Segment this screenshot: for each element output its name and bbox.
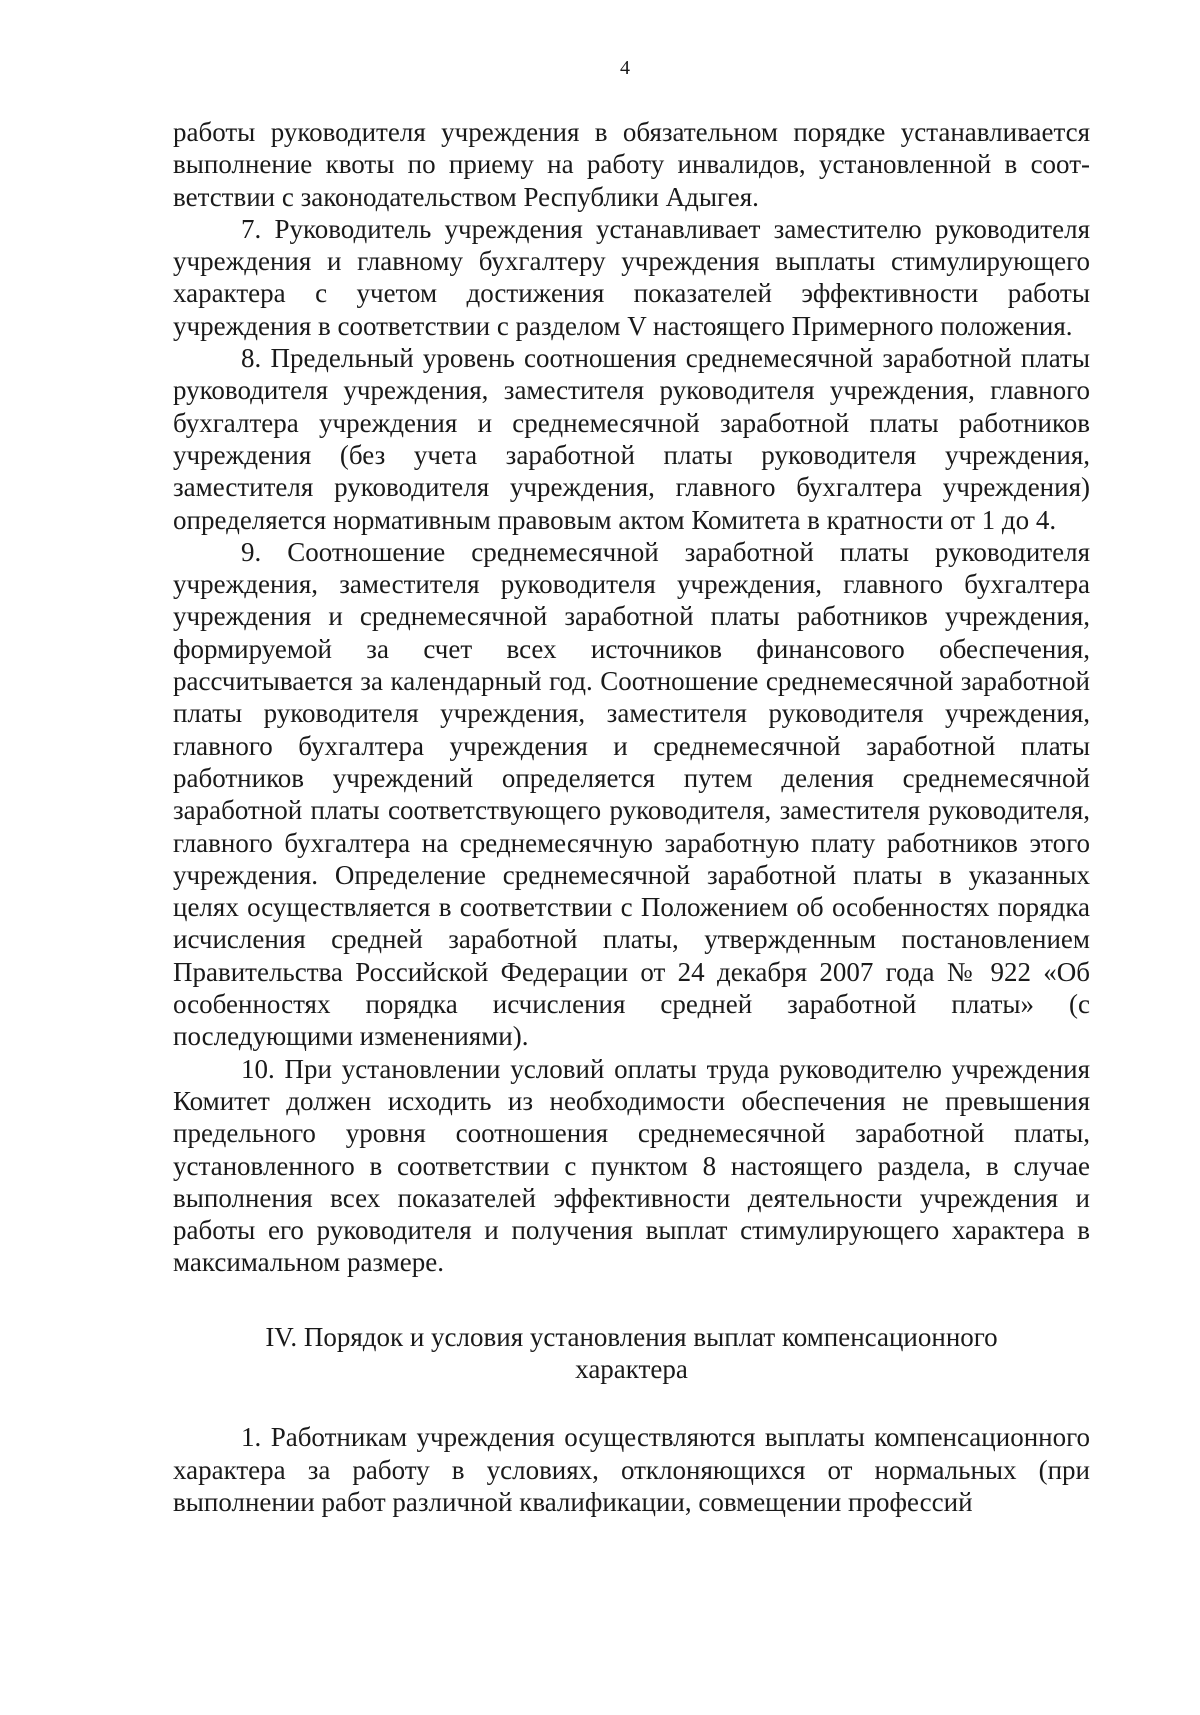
document-body [173,116,1090,1518]
paragraph-item-9: 9. Соотношение среднемесячной заработной платы руководителя учреждения, заместителя руководителя учреждения, главного бухгалтера учреждения и среднемесячной заработной платы работников учреждения, формируемой за счет всех источников финансового обеспечения, рассчитывается за календарный год. Соотношение среднемесячной заработной платы руководителя учреждения, заместителя руководителя учреждения, главного бухгалтера учреждения и среднемесячной заработной платы работников учреждений определяется путем деления среднемесячной заработной платы соответствующего руководителя, заместителя руководителя, главного бухгалтера на среднемесячную заработную плату работников этого учреждения. Определение среднемесячной заработной платы в указанных целях осуществляется в соответствии с Положением об особенностях порядка исчисления средней заработной платы, утвержденным постановлением Правительства Российской Федерации от 24 декабря 2007 года № 922 «Об особенностях порядка исчисления средней заработной платы» (с последующими изменениями). [173,536,1090,1052]
page-number: 4 [620,57,630,79]
paragraph-item-10: 10. При установлении условий оплаты труда руководителю учреждения Комитет должен исходить из необходимости обеспечения не превышения предельного уровня соотношения среднемесячной заработной платы, установленного в соответствии с пунктом 8 настоящего раздела, в случае выполнения всех показателей эффективности деятельности учреждения и работы его руководителя и получения выплат стимулирующего характера в максимальном размере. [173,1053,1090,1278]
paragraph-continuation: работы руководителя учреждения в обязательном порядке устанавливается выполнение квоты по приему на работу инвалидов, установленной в соответствии с законодательством Республики Адыгея. [173,117,1090,212]
paragraph-item-7: 7. Руководитель учреждения устанавливает заместителю руководителя учреждения и главному бухгалтеру учреждения выплаты стимулирующего характера с учетом достижения показателей эффективности работы учреждения в соответствии с разделом V настоящего Примерного положения. [173,213,1090,341]
paragraph-item-8: 8. Предельный уровень соотношения среднемесячной заработной платы руководителя учреждения, заместителя руководителя учреждения, главного бухгалтера учреждения и среднемесячной заработной платы работников учреждения (без учета заработной платы руководителя учреждения, заместителя руководителя учреждения, главного бухгалтера учреждения) определяется нормативным правовым актом Комитета в кратности от 1 до 4. [173,343,1090,535]
section-paragraph-item-1: 1. Работникам учреждения осуществляются выплаты компенсационного характера за работу в условиях, отклоняющихся от нормальных (при выполнении работ различной квалификации, совмещении профессий [173,1422,1090,1517]
section-heading: IV. Порядок и условия установления выплат компенсационного характера [265,1321,998,1384]
